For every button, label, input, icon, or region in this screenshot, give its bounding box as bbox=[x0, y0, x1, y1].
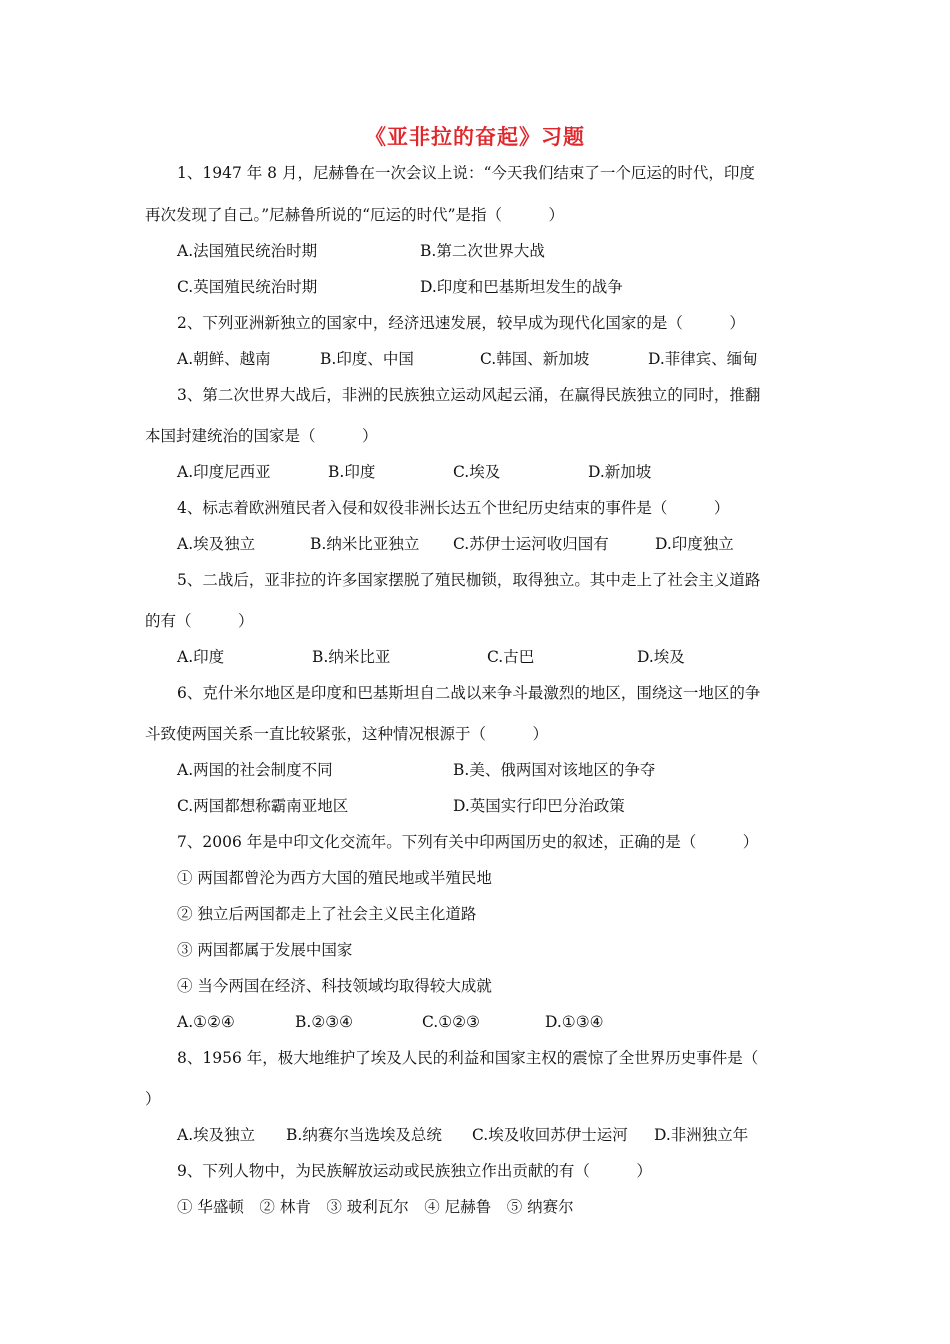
question-8-option-c: C.埃及收回苏伊士运河 bbox=[472, 1126, 628, 1144]
question-2-option-b: B.印度、中国 bbox=[320, 350, 414, 368]
question-3-text: 3、第二次世界大战后，非洲的民族独立运动风起云涌，在赢得民族独立的同时，推翻 bbox=[177, 386, 761, 404]
question-7-option-a: A.①②④ bbox=[177, 1013, 235, 1031]
question-7-statement-3: ③ 两国都属于发展中国家 bbox=[177, 941, 353, 959]
question-8-option-d: D.非洲独立年 bbox=[654, 1126, 749, 1144]
question-3-option-d: D.新加坡 bbox=[588, 463, 652, 481]
question-3-option-b: B.印度 bbox=[328, 463, 376, 481]
question-7-option-d: D.①③④ bbox=[545, 1013, 604, 1031]
question-6-text: 6、克什米尔地区是印度和巴基斯坦自二战以来争斗最激烈的地区，围绕这一地区的争 bbox=[177, 684, 761, 702]
question-7-text: 7、2006 年是中印文化交流年。下列有关中印两国历史的叙述，正确的是（ ） bbox=[177, 833, 759, 851]
question-8-option-b: B.纳赛尔当选埃及总统 bbox=[286, 1126, 442, 1144]
question-6-text-cont: 斗致使两国关系一直比较紧张，这种情况根源于（ ） bbox=[145, 725, 549, 743]
question-1-option-d: D.印度和巴基斯坦发生的战争 bbox=[420, 278, 623, 296]
question-5-option-d: D.埃及 bbox=[637, 648, 685, 666]
question-6-option-b: B.美、俄两国对该地区的争夺 bbox=[453, 761, 656, 779]
question-8-option-a: A.埃及独立 bbox=[177, 1126, 256, 1144]
question-2-option-a: A.朝鲜、越南 bbox=[177, 350, 271, 368]
question-2-option-d: D.菲律宾、缅甸 bbox=[648, 350, 758, 368]
question-5-text-cont: 的有（ ） bbox=[145, 612, 254, 630]
question-7-statement-2: ② 独立后两国都走上了社会主义民主化道路 bbox=[177, 905, 477, 923]
question-7-option-c: C.①②③ bbox=[422, 1013, 480, 1031]
question-1-option-b: B.第二次世界大战 bbox=[420, 242, 545, 260]
question-5-option-a: A.印度 bbox=[177, 648, 225, 666]
question-4-option-b: B.纳米比亚独立 bbox=[310, 535, 420, 553]
question-7-statement-4: ④ 当今两国在经济、科技领域均取得较大成就 bbox=[177, 977, 492, 995]
question-1-option-c: C.英国殖民统治时期 bbox=[177, 278, 318, 296]
question-3-option-a: A.印度尼西亚 bbox=[177, 463, 271, 481]
question-4-text: 4、标志着欧洲殖民者入侵和奴役非洲长达五个世纪历史结束的事件是（ ） bbox=[177, 499, 730, 517]
question-8-text: 8、1956 年，极大地维护了埃及人民的利益和国家主权的震惊了全世界历史事件是（ bbox=[177, 1049, 759, 1067]
question-4-option-c: C.苏伊士运河收归国有 bbox=[453, 535, 609, 553]
question-5-text: 5、二战后，亚非拉的许多国家摆脱了殖民枷锁，取得独立。其中走上了社会主义道路 bbox=[177, 571, 761, 589]
question-1-text-cont: 再次发现了自己。”尼赫鲁所说的“厄运的时代”是指（ ） bbox=[145, 206, 565, 224]
question-2-text: 2、下列亚洲新独立的国家中，经济迅速发展，较早成为现代化国家的是（ ） bbox=[177, 314, 745, 332]
question-9-text: 9、下列人物中，为民族解放运动或民族独立作出贡献的有（ ） bbox=[177, 1162, 652, 1180]
question-5-option-c: C.古巴 bbox=[487, 648, 535, 666]
question-3-text-cont: 本国封建统治的国家是（ ） bbox=[145, 427, 378, 445]
question-5-option-b: B.纳米比亚 bbox=[312, 648, 391, 666]
question-3-option-c: C.埃及 bbox=[453, 463, 501, 481]
question-9-items: ① 华盛顿 ② 林肯 ③ 玻利瓦尔 ④ 尼赫鲁 ⑤ 纳赛尔 bbox=[177, 1198, 574, 1216]
question-6-option-a: A.两国的社会制度不同 bbox=[177, 761, 333, 779]
question-8-text-cont: ） bbox=[145, 1090, 161, 1108]
question-6-option-d: D.英国实行印巴分治政策 bbox=[453, 797, 625, 815]
question-4-option-d: D.印度独立 bbox=[655, 535, 734, 553]
question-2-option-c: C.韩国、新加坡 bbox=[480, 350, 590, 368]
page-title: 《亚非拉的奋起》习题 bbox=[365, 124, 585, 149]
question-1-text: 1、1947 年 8 月，尼赫鲁在一次会议上说：“今天我们结束了一个厄运的时代，印度 bbox=[177, 164, 755, 182]
question-1-option-a: A.法国殖民统治时期 bbox=[177, 242, 318, 260]
question-4-option-a: A.埃及独立 bbox=[177, 535, 256, 553]
question-7-statement-1: ① 两国都曾沦为西方大国的殖民地或半殖民地 bbox=[177, 869, 492, 887]
question-6-option-c: C.两国都想称霸南亚地区 bbox=[177, 797, 349, 815]
question-7-option-b: B.②③④ bbox=[295, 1013, 354, 1031]
